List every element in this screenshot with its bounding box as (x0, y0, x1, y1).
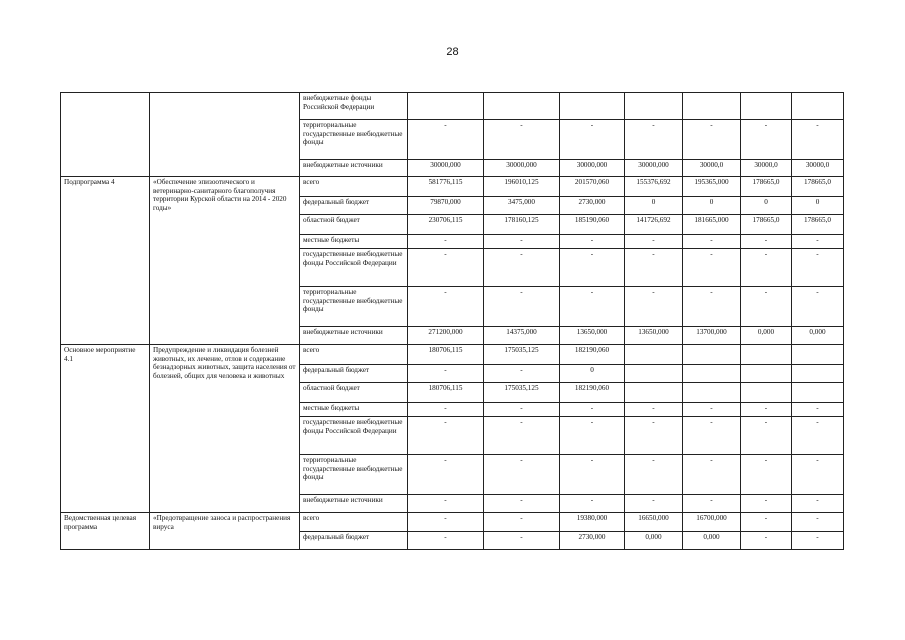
value-cell: - (792, 249, 844, 287)
value-cell: 182190,060 (560, 383, 625, 403)
value-cell: 185190,060 (560, 215, 625, 235)
value-cell: - (741, 417, 792, 455)
value-cell (792, 93, 844, 120)
value-cell (741, 345, 792, 365)
value-cell: 14375,000 (484, 327, 560, 345)
value-cell (625, 365, 683, 383)
program-name-cell: Подпрограмма 4 (61, 177, 150, 345)
program-description-cell: «Предотвращение заноса и распространения вируса (150, 513, 300, 550)
value-cell: 181665,000 (683, 215, 741, 235)
value-cell (683, 93, 741, 120)
value-cell: - (741, 287, 792, 327)
value-cell: - (741, 532, 792, 550)
value-cell: 0 (625, 197, 683, 215)
funding-source-cell: внебюджетные источники (300, 495, 408, 513)
value-cell: 30000,000 (484, 160, 560, 177)
value-cell: - (484, 495, 560, 513)
value-cell: - (484, 120, 560, 160)
value-cell: - (560, 455, 625, 495)
value-cell: - (408, 403, 484, 417)
value-cell: - (560, 287, 625, 327)
value-cell: 30000,0 (792, 160, 844, 177)
value-cell: - (683, 287, 741, 327)
value-cell: - (741, 249, 792, 287)
funding-source-cell: территориальные государственные внебюджетные фонды (300, 455, 408, 495)
value-cell: 141726,692 (625, 215, 683, 235)
value-cell: 30000,0 (741, 160, 792, 177)
value-cell: - (484, 455, 560, 495)
funding-source-cell: областной бюджет (300, 215, 408, 235)
funding-source-cell: федеральный бюджет (300, 365, 408, 383)
value-cell: 178665,0 (741, 215, 792, 235)
table-row (61, 177, 844, 197)
value-cell: - (560, 403, 625, 417)
value-cell: - (792, 513, 844, 532)
value-cell: - (625, 417, 683, 455)
value-cell (625, 345, 683, 365)
value-cell: 13650,000 (560, 327, 625, 345)
value-cell: 79870,000 (408, 197, 484, 215)
value-cell: 196010,125 (484, 177, 560, 197)
value-cell: - (484, 417, 560, 455)
value-cell: 30000,000 (560, 160, 625, 177)
value-cell: 0,000 (741, 327, 792, 345)
funding-source-cell: всего (300, 513, 408, 532)
value-cell (408, 93, 484, 120)
funding-source-cell: государственные внебюджетные фонды Российской Федерации (300, 417, 408, 455)
value-cell: 0,000 (683, 532, 741, 550)
value-cell: 2730,000 (560, 532, 625, 550)
value-cell (741, 365, 792, 383)
value-cell: - (484, 235, 560, 249)
value-cell: 178665,0 (792, 177, 844, 197)
program-name-cell: Основное мероприятие 4.1 (61, 345, 150, 513)
value-cell: - (560, 495, 625, 513)
value-cell: 16650,000 (625, 513, 683, 532)
value-cell: - (484, 249, 560, 287)
value-cell: - (484, 287, 560, 327)
value-cell (625, 383, 683, 403)
funding-source-cell: местные бюджеты (300, 235, 408, 249)
value-cell: 0 (560, 365, 625, 383)
funding-source-cell: областной бюджет (300, 383, 408, 403)
value-cell: - (683, 120, 741, 160)
value-cell: - (741, 403, 792, 417)
value-cell: 0 (683, 197, 741, 215)
value-cell: - (560, 249, 625, 287)
page-number: 28 (446, 46, 459, 58)
funding-source-cell: внебюджетные фонды Российской Федерации (300, 93, 408, 120)
value-cell: - (792, 417, 844, 455)
value-cell: 180706,115 (408, 345, 484, 365)
value-cell: - (408, 455, 484, 495)
funding-source-cell: территориальные государственные внебюджетные фонды (300, 287, 408, 327)
value-cell: - (408, 365, 484, 383)
value-cell: - (408, 249, 484, 287)
value-cell: - (408, 120, 484, 160)
value-cell: 155376,692 (625, 177, 683, 197)
value-cell: - (683, 235, 741, 249)
value-cell: 230706,115 (408, 215, 484, 235)
value-cell (560, 93, 625, 120)
value-cell: - (484, 532, 560, 550)
funding-source-cell: федеральный бюджет (300, 197, 408, 215)
value-cell: - (408, 417, 484, 455)
value-cell: 0 (741, 197, 792, 215)
value-cell: - (408, 513, 484, 532)
value-cell: 3475,000 (484, 197, 560, 215)
value-cell: 30000,000 (408, 160, 484, 177)
value-cell: - (792, 455, 844, 495)
value-cell (741, 383, 792, 403)
value-cell: - (625, 495, 683, 513)
value-cell: - (408, 495, 484, 513)
value-cell: 30000,000 (625, 160, 683, 177)
value-cell: - (741, 455, 792, 495)
program-description-cell (150, 93, 300, 177)
funding-source-cell: федеральный бюджет (300, 532, 408, 550)
funding-source-cell: местные бюджеты (300, 403, 408, 417)
value-cell: 581776,115 (408, 177, 484, 197)
funding-source-cell: всего (300, 345, 408, 365)
value-cell: - (741, 495, 792, 513)
value-cell: 0,000 (625, 532, 683, 550)
value-cell (741, 93, 792, 120)
value-cell: - (625, 249, 683, 287)
value-cell: - (408, 235, 484, 249)
value-cell: - (683, 417, 741, 455)
budget-table (60, 92, 844, 550)
value-cell: - (625, 120, 683, 160)
funding-source-cell: всего (300, 177, 408, 197)
value-cell: - (625, 287, 683, 327)
funding-source-cell: территориальные государственные внебюджетные фонды (300, 120, 408, 160)
value-cell: 175035,125 (484, 383, 560, 403)
funding-source-cell: внебюджетные источники (300, 160, 408, 177)
value-cell: - (792, 235, 844, 249)
value-cell: 180706,115 (408, 383, 484, 403)
value-cell: 271200,000 (408, 327, 484, 345)
value-cell: - (625, 455, 683, 495)
funding-source-cell: государственные внебюджетные фонды Российской Федерации (300, 249, 408, 287)
program-name-cell: Ведомственная целевая программа (61, 513, 150, 550)
value-cell: 195365,000 (683, 177, 741, 197)
value-cell (792, 345, 844, 365)
value-cell: 13700,000 (683, 327, 741, 345)
value-cell: 19380,000 (560, 513, 625, 532)
funding-source-cell: внебюджетные источники (300, 327, 408, 345)
program-description-cell: Предупреждение и ликвидация болезней животных, их лечение, отлов и содержание безнадзорных животных, защита населения от болезней, общих для человека и животных (150, 345, 300, 513)
value-cell: - (792, 120, 844, 160)
value-cell: 0 (792, 197, 844, 215)
value-cell (683, 365, 741, 383)
program-description-cell: «Обеспечение эпизоотического и ветеринарно-санитарного благополучия территории Курской области на 2014 - 2020 годы» (150, 177, 300, 345)
value-cell: - (560, 235, 625, 249)
value-cell: - (484, 513, 560, 532)
value-cell: 13650,000 (625, 327, 683, 345)
value-cell: 0,000 (792, 327, 844, 345)
value-cell: 178160,125 (484, 215, 560, 235)
value-cell: 178665,0 (741, 177, 792, 197)
value-cell: - (792, 495, 844, 513)
table-row (61, 93, 844, 120)
value-cell: - (683, 403, 741, 417)
value-cell: 175035,125 (484, 345, 560, 365)
value-cell (683, 383, 741, 403)
value-cell: 16700,000 (683, 513, 741, 532)
value-cell (683, 345, 741, 365)
value-cell: - (683, 249, 741, 287)
program-name-cell (61, 93, 150, 177)
value-cell: - (792, 532, 844, 550)
value-cell: - (625, 235, 683, 249)
value-cell: - (741, 235, 792, 249)
value-cell: - (741, 513, 792, 532)
value-cell (792, 383, 844, 403)
table-row (61, 345, 844, 365)
value-cell: - (408, 532, 484, 550)
value-cell: 201570,060 (560, 177, 625, 197)
value-cell: - (683, 495, 741, 513)
value-cell: - (792, 287, 844, 327)
value-cell: - (625, 403, 683, 417)
value-cell: 30000,0 (683, 160, 741, 177)
value-cell (625, 93, 683, 120)
value-cell: - (408, 287, 484, 327)
value-cell: - (484, 403, 560, 417)
value-cell: - (560, 120, 625, 160)
value-cell: - (683, 455, 741, 495)
value-cell: 182190,060 (560, 345, 625, 365)
value-cell: 2730,000 (560, 197, 625, 215)
value-cell: - (792, 403, 844, 417)
value-cell: 178665,0 (792, 215, 844, 235)
value-cell: - (741, 120, 792, 160)
value-cell: - (484, 365, 560, 383)
value-cell (484, 93, 560, 120)
value-cell: - (560, 417, 625, 455)
value-cell (792, 365, 844, 383)
table-row (61, 513, 844, 532)
